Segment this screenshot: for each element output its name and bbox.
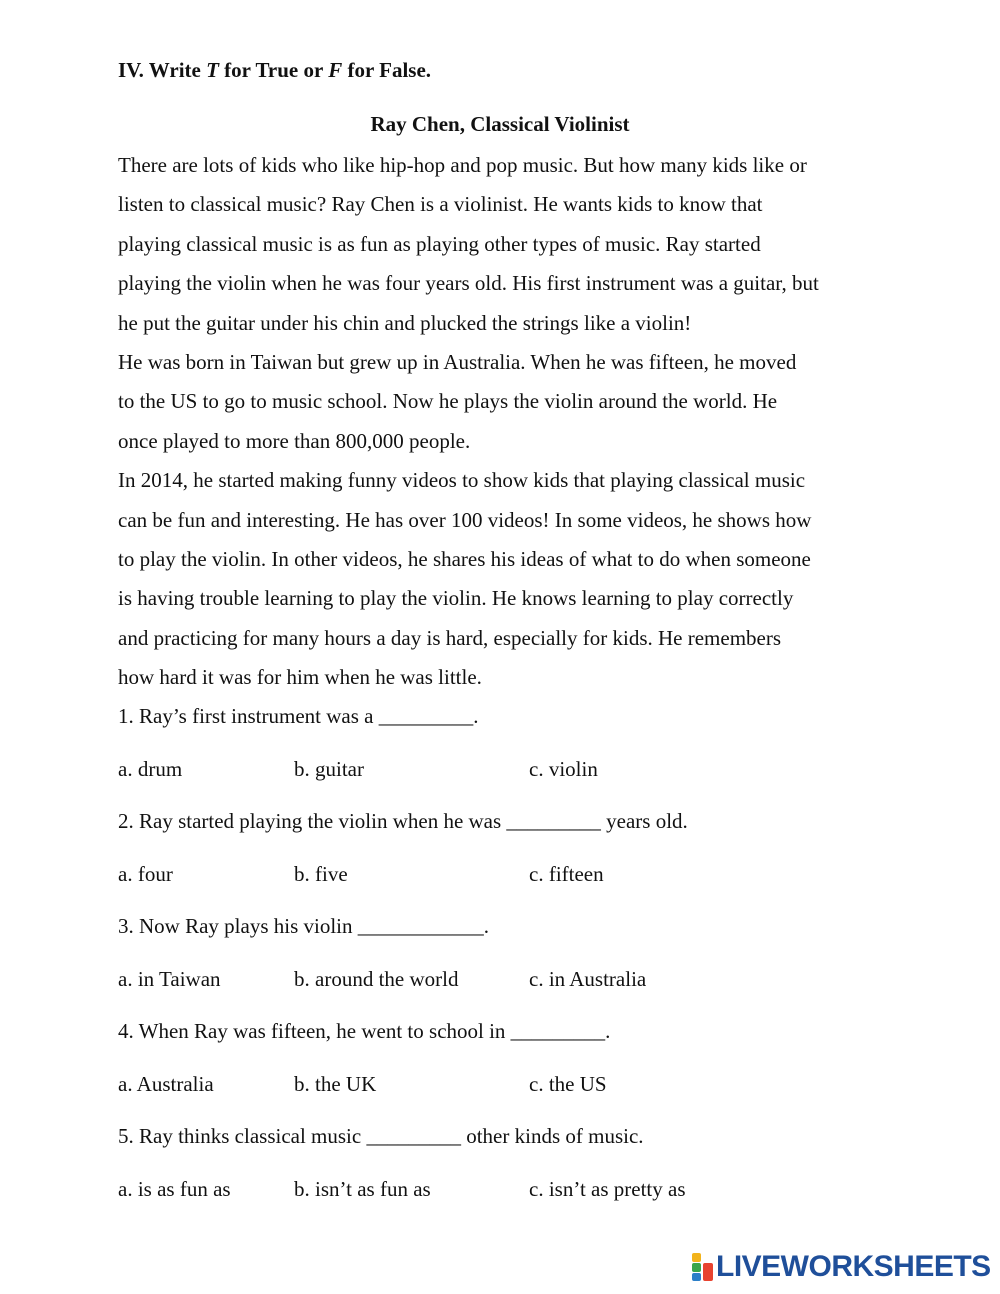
article-passage (118, 146, 898, 698)
q5-option-a[interactable]: a. is as fun as (118, 1177, 231, 1201)
section-heading (118, 58, 431, 83)
article-title: Ray Chen, Classical Violinist (370, 112, 630, 136)
q5-option-b[interactable]: b. isn’t as fun as (294, 1177, 431, 1201)
passage-line: In 2014, he started making funny videos to show kids that playing classical music (118, 468, 806, 493)
passage-line: playing the violin when he was four years old. His first instrument was a guitar, but (118, 271, 819, 296)
q4-option-c[interactable]: c. the US (529, 1072, 607, 1096)
q2-option-a[interactable]: a. four (118, 862, 173, 886)
q3-option-b[interactable]: b. around the world (294, 967, 459, 991)
q5-option-c[interactable]: c. isn’t as pretty as (529, 1177, 686, 1201)
passage-line: He was born in Taiwan but grew up in Australia. When he was fifteen, he moved (118, 350, 797, 375)
q1-option-b[interactable]: b. guitar (294, 757, 364, 781)
passage-line: can be fun and interesting. He has over 100 videos! In some videos, he shows how (118, 507, 812, 532)
logo-mark-icon (692, 1253, 714, 1281)
passage-line: to play the violin. In other videos, he shares his ideas of what to do when someone (118, 547, 811, 572)
q2-option-b[interactable]: b. five (294, 862, 348, 886)
passage-line: There are lots of kids who like hip-hop and pop music. But how many kids like or (118, 153, 807, 177)
passage-line: how hard it was for him when he was little. (118, 665, 482, 690)
q1-option-c[interactable]: c. violin (529, 757, 598, 781)
heading-prefix: IV. Write (118, 58, 207, 82)
question-3: 3. Now Ray plays his violin ____________. (118, 914, 489, 938)
passage-line: to the US to go to music school. Now he plays the violin around the world. He (118, 389, 778, 414)
passage-line: once played to more than 800,000 people. (118, 428, 471, 453)
question-2: 2. Ray started playing the violin when he was _________ years old. (118, 809, 688, 833)
heading-false-letter: F (328, 58, 343, 82)
heading-suffix: for False. (342, 58, 432, 82)
heading-true-letter: T (206, 58, 219, 82)
question-1: 1. Ray’s first instrument was a _________. (118, 704, 479, 728)
q3-option-a[interactable]: a. in Taiwan (118, 967, 221, 991)
passage-line: is having trouble learning to play the violin. He knows learning to play correctly (118, 586, 794, 611)
q3-option-c[interactable]: c. in Australia (529, 967, 647, 991)
passage-line: listen to classical music? Ray Chen is a violinist. He wants kids to know that (118, 192, 763, 217)
logo-text: LIVEWORKSHEETS (716, 1250, 991, 1283)
passage-line: he put the guitar under his chin and plucked the strings like a violin! (118, 310, 692, 335)
passage-line: and practicing for many hours a day is hard, especially for kids. He remembers (118, 625, 782, 650)
q2-option-c[interactable]: c. fifteen (529, 862, 604, 886)
passage-line: playing classical music is as fun as playing other types of music. Ray started (118, 231, 761, 256)
q4-option-b[interactable]: b. the UK (294, 1072, 377, 1096)
question-5: 5. Ray thinks classical music _________ other kinds of music. (118, 1124, 644, 1148)
liveworksheets-logo (692, 1250, 991, 1284)
question-4: 4. When Ray was fifteen, he went to school in _________. (118, 1019, 611, 1043)
heading-middle: for True or (218, 58, 329, 82)
q1-option-a[interactable]: a. drum (118, 757, 183, 781)
q4-option-a[interactable]: a. Australia (118, 1072, 214, 1096)
